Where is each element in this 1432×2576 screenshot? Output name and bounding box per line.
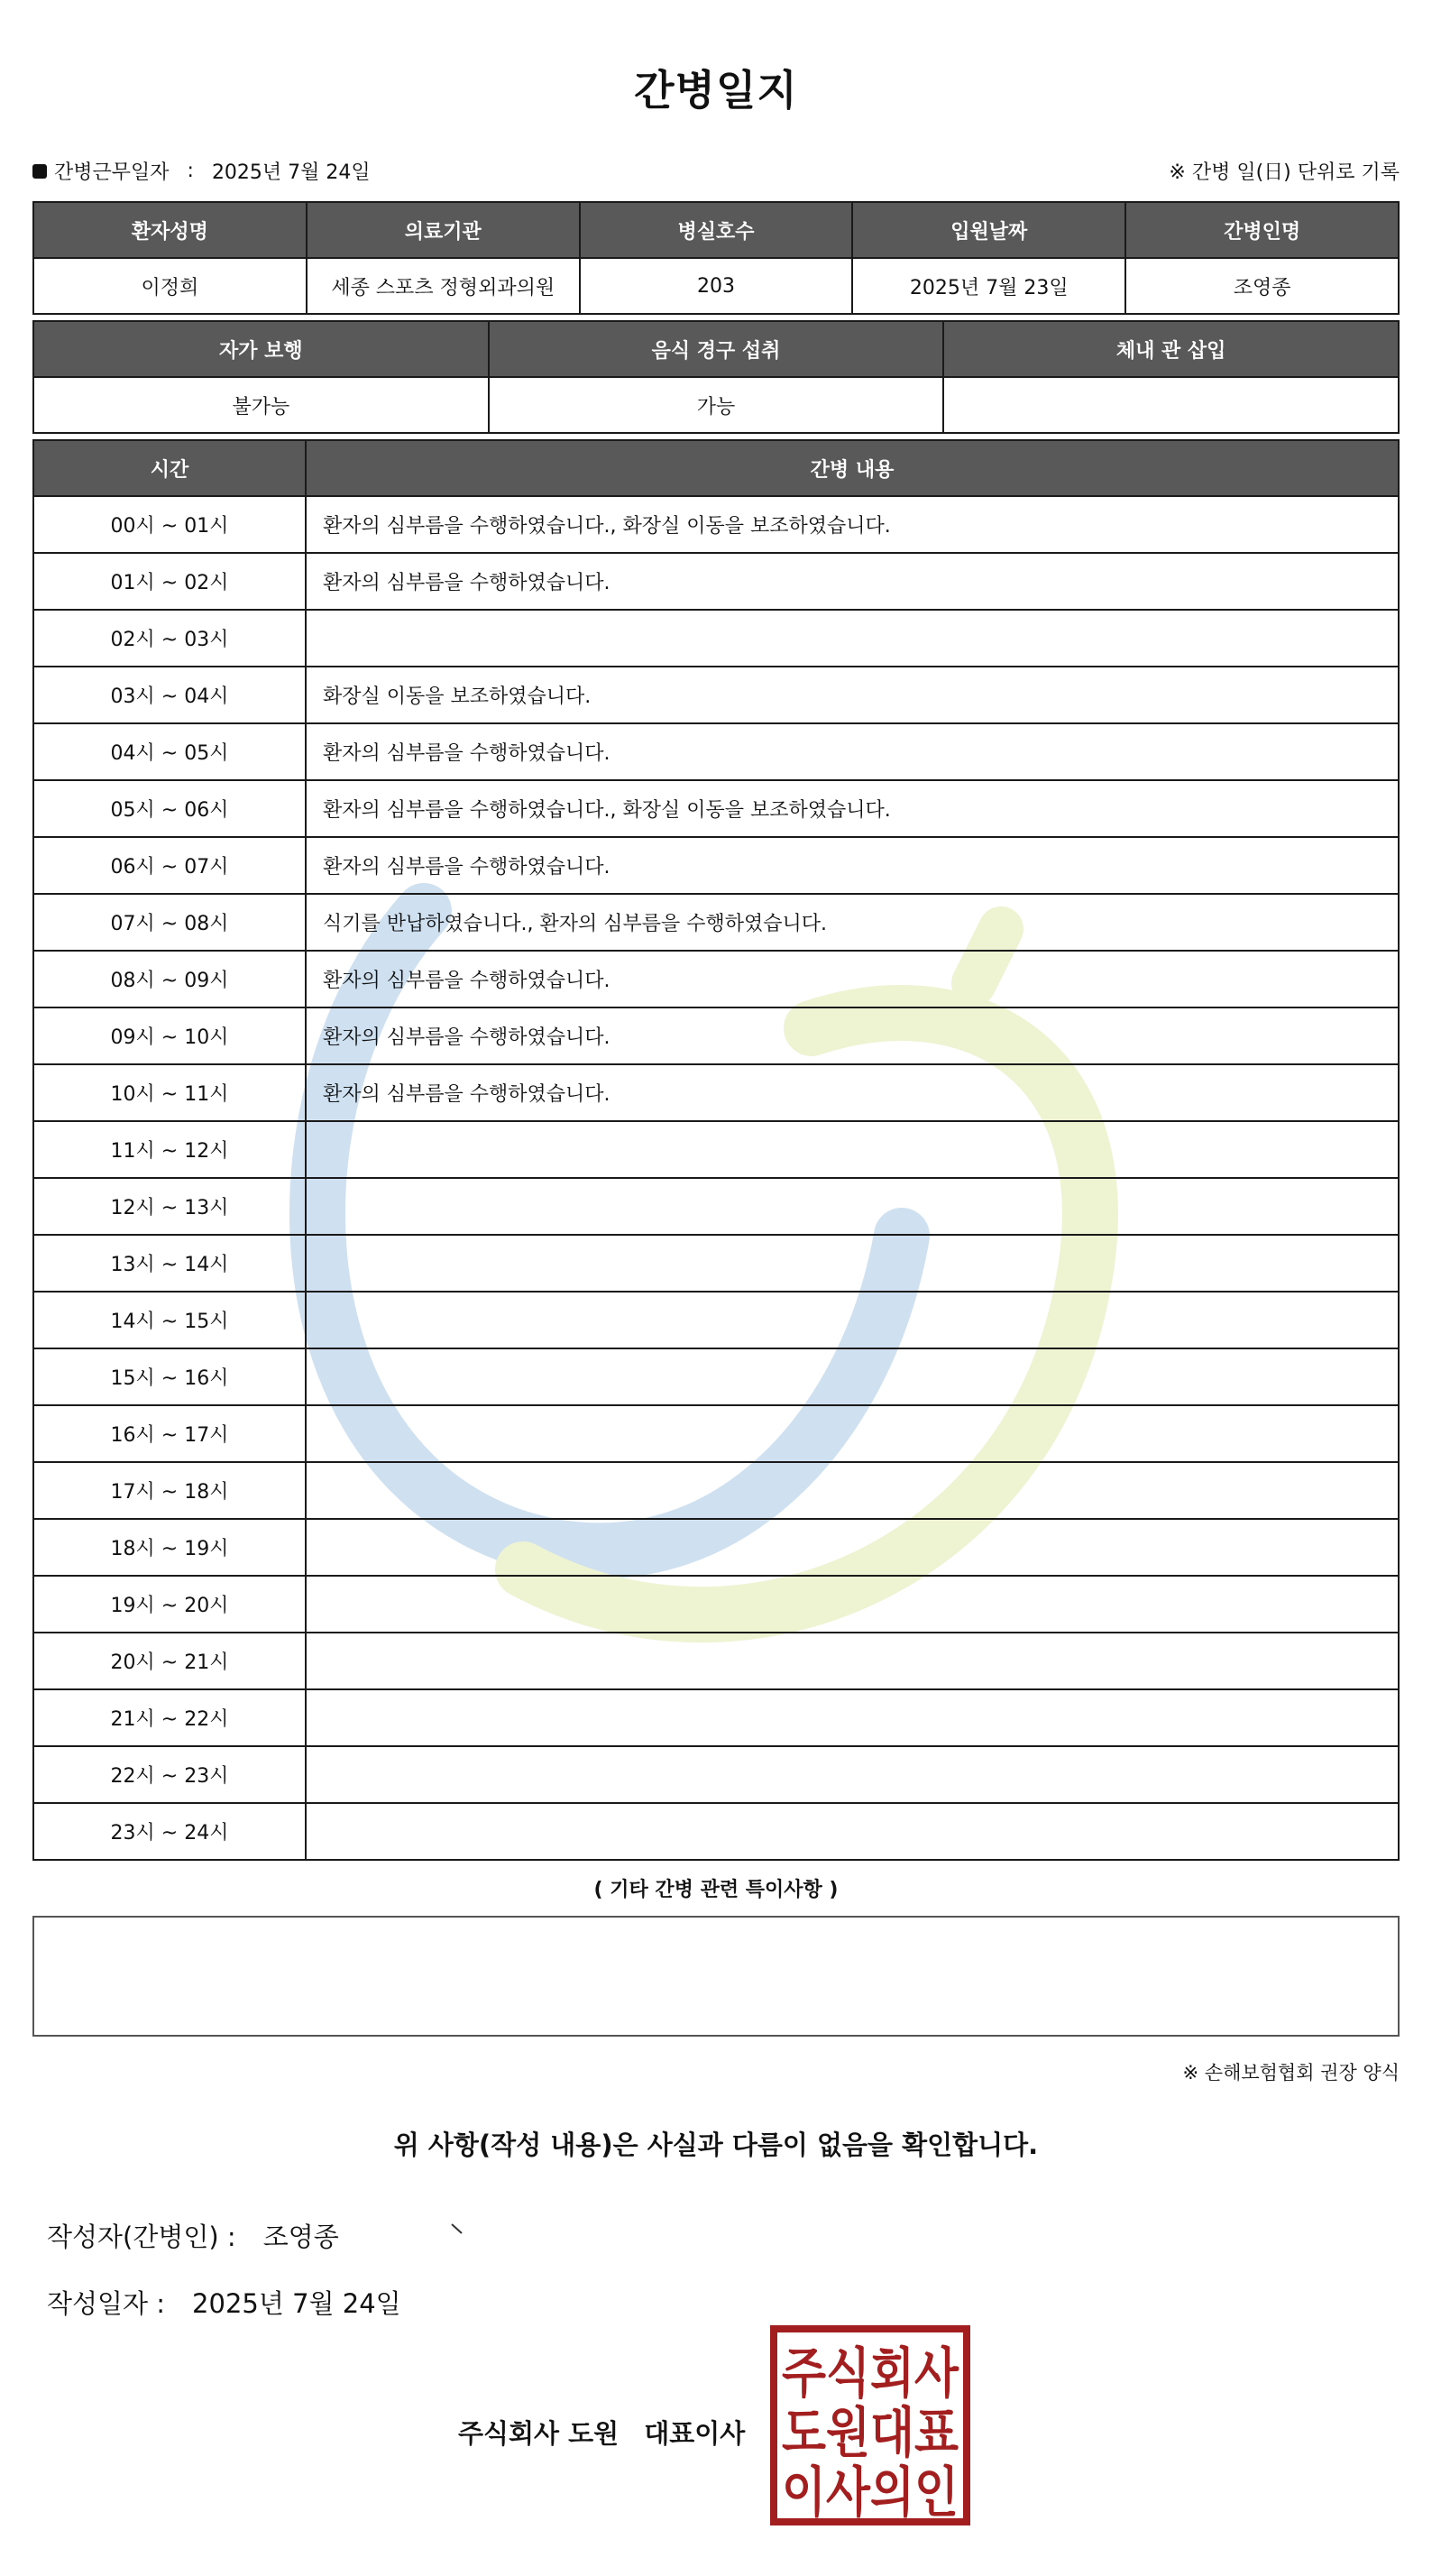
log-time-cell: 02시 ~ 03시 [33, 610, 306, 667]
table-row [33, 1746, 1399, 1803]
log-content-cell: 환자의 심부름을 수행하였습니다., 화장실 이동을 보조하였습니다. [306, 496, 1399, 553]
header-oral-intake: 음식 경구 섭취 [489, 321, 944, 377]
admission-date: 2025년 7월 23일 [852, 258, 1125, 314]
log-time-cell: 04시 ~ 05시 [33, 723, 306, 780]
table-row [33, 723, 1399, 780]
log-time-cell: 00시 ~ 01시 [33, 496, 306, 553]
log-content-cell [306, 1576, 1399, 1633]
log-time-cell: 13시 ~ 14시 [33, 1235, 306, 1292]
table-row [33, 894, 1399, 951]
seal-line-1: 주식회사 [782, 2342, 959, 2406]
log-content-cell: 환자의 심부름을 수행하였습니다. [306, 553, 1399, 610]
table-row [33, 1519, 1399, 1576]
header-self-walking: 자가 보행 [33, 321, 489, 377]
log-content-cell: 식기를 반납하였습니다., 환자의 심부름을 수행하였습니다. [306, 894, 1399, 951]
log-time-cell: 14시 ~ 15시 [33, 1292, 306, 1348]
table-row [33, 1633, 1399, 1689]
table-row [33, 1576, 1399, 1633]
table-row [33, 1007, 1399, 1064]
log-content-cell [306, 1689, 1399, 1746]
table-row [33, 837, 1399, 894]
log-content-cell [306, 1121, 1399, 1178]
table-row [33, 1292, 1399, 1348]
header-room-number: 병실호수 [580, 202, 853, 258]
status-value-row [33, 377, 1399, 433]
care-log-table [32, 439, 1400, 1861]
patient-name: 이정희 [33, 258, 307, 314]
patient-value-row [33, 258, 1399, 314]
special-notes-box [32, 1916, 1400, 2037]
log-content-cell [306, 1292, 1399, 1348]
table-row [33, 780, 1399, 837]
log-time-cell: 20시 ~ 21시 [33, 1633, 306, 1689]
log-time-cell: 23시 ~ 24시 [33, 1803, 306, 1860]
log-content-cell [306, 1633, 1399, 1689]
document-title: 간병일지 [634, 66, 798, 115]
table-row [33, 1803, 1399, 1860]
log-time-cell: 17시 ~ 18시 [33, 1462, 306, 1519]
meta-row [32, 157, 1400, 189]
log-time-cell: 15시 ~ 16시 [33, 1348, 306, 1405]
company-ceo-title: 대표이사 [644, 2418, 746, 2449]
log-time-cell: 01시 ~ 02시 [33, 553, 306, 610]
log-time-cell: 06시 ~ 07시 [33, 837, 306, 894]
log-content-cell [306, 1348, 1399, 1405]
log-header-row [33, 440, 1399, 496]
log-content-cell: 환자의 심부름을 수행하였습니다. [306, 837, 1399, 894]
company-seal-stamp [770, 2325, 970, 2525]
log-content-cell [306, 1746, 1399, 1803]
seal-line-3: 이사의인 [782, 2461, 959, 2525]
log-time-cell: 08시 ~ 09시 [33, 951, 306, 1007]
header-caregiver-name: 간병인명 [1125, 202, 1399, 258]
log-content-cell [306, 1405, 1399, 1462]
tube-insertion-value [943, 377, 1399, 433]
log-time-cell: 11시 ~ 12시 [33, 1121, 306, 1178]
log-content-cell [306, 1178, 1399, 1235]
log-content-cell [306, 1235, 1399, 1292]
header-patient-name: 환자성명 [33, 202, 307, 258]
bullet-square-icon [32, 164, 47, 179]
header-care-content: 간병 내용 [306, 440, 1399, 496]
hospital-name: 세종 스포츠 정형외과의원 [307, 258, 580, 314]
patient-info-table [32, 201, 1400, 315]
company-line [458, 2414, 745, 2451]
table-row [33, 610, 1399, 667]
log-time-cell: 21시 ~ 22시 [33, 1689, 306, 1746]
log-time-cell: 09시 ~ 10시 [33, 1007, 306, 1064]
written-date-line [47, 2284, 401, 2321]
status-header-row [33, 321, 1399, 377]
log-time-cell: 07시 ~ 08시 [33, 894, 306, 951]
log-content-cell: 환자의 심부름을 수행하였습니다. [306, 1064, 1399, 1121]
log-content-cell [306, 610, 1399, 667]
header-admission-date: 입원날짜 [852, 202, 1125, 258]
record-unit-note: ※ 간병 일(日) 단위로 기록 [1169, 161, 1400, 184]
header-tube-insertion: 체내 관 삽입 [943, 321, 1399, 377]
writer-line [47, 2217, 339, 2254]
table-row [33, 553, 1399, 610]
patient-status-table [32, 320, 1400, 434]
work-date-label: 간병근무일자 [54, 161, 170, 184]
confirmation-statement: 위 사항(작성 내용)은 사실과 다름이 없음을 확인합니다. [393, 2130, 1039, 2160]
written-date-value: 2025년 7월 24일 [192, 2288, 401, 2319]
log-time-cell: 10시 ~ 11시 [33, 1064, 306, 1121]
table-row [33, 1178, 1399, 1235]
work-date-separator: : [187, 160, 194, 182]
caregiver-name: 조영종 [1125, 258, 1399, 314]
patient-header-row [33, 202, 1399, 258]
writer-name: 조영종 [262, 2222, 339, 2252]
association-note: ※ 손해보험협회 권장 양식 [1182, 2062, 1400, 2084]
table-row [33, 1064, 1399, 1121]
written-date-label: 작성일자 : [47, 2288, 166, 2319]
log-time-cell: 16시 ~ 17시 [33, 1405, 306, 1462]
log-content-cell: 환자의 심부름을 수행하였습니다., 화장실 이동을 보조하였습니다. [306, 780, 1399, 837]
table-row [33, 1348, 1399, 1405]
log-content-cell [306, 1803, 1399, 1860]
table-row [33, 1462, 1399, 1519]
room-number: 203 [580, 258, 853, 314]
work-date-value: 2025년 7월 24일 [211, 161, 371, 184]
writer-label: 작성자(간병인) : [47, 2222, 236, 2252]
header-hospital: 의료기관 [307, 202, 580, 258]
table-row [33, 1235, 1399, 1292]
log-content-cell [306, 1462, 1399, 1519]
log-time-cell: 12시 ~ 13시 [33, 1178, 306, 1235]
log-content-cell [306, 1519, 1399, 1576]
log-time-cell: 05시 ~ 06시 [33, 780, 306, 837]
log-content-cell: 환자의 심부름을 수행하였습니다. [306, 723, 1399, 780]
log-time-cell: 18시 ~ 19시 [33, 1519, 306, 1576]
self-walking-value: 불가능 [33, 377, 489, 433]
log-content-cell: 환자의 심부름을 수행하였습니다. [306, 1007, 1399, 1064]
log-time-cell: 03시 ~ 04시 [33, 667, 306, 723]
special-notes-title: ( 기타 간병 관련 특이사항 ) [593, 1879, 839, 1901]
log-time-cell: 19시 ~ 20시 [33, 1576, 306, 1633]
table-row [33, 1405, 1399, 1462]
table-row [33, 1121, 1399, 1178]
header-time: 시간 [33, 440, 306, 496]
company-name: 주식회사 도원 [458, 2418, 620, 2449]
oral-intake-value: 가능 [489, 377, 944, 433]
log-content-cell: 화장실 이동을 보조하였습니다. [306, 667, 1399, 723]
seal-line-2: 도원대표 [782, 2402, 959, 2465]
signature-mark-icon [449, 2221, 467, 2239]
work-date-field [32, 157, 371, 185]
table-row [33, 951, 1399, 1007]
table-row [33, 496, 1399, 553]
table-row [33, 1689, 1399, 1746]
log-content-cell: 환자의 심부름을 수행하였습니다. [306, 951, 1399, 1007]
table-row [33, 667, 1399, 723]
log-time-cell: 22시 ~ 23시 [33, 1746, 306, 1803]
